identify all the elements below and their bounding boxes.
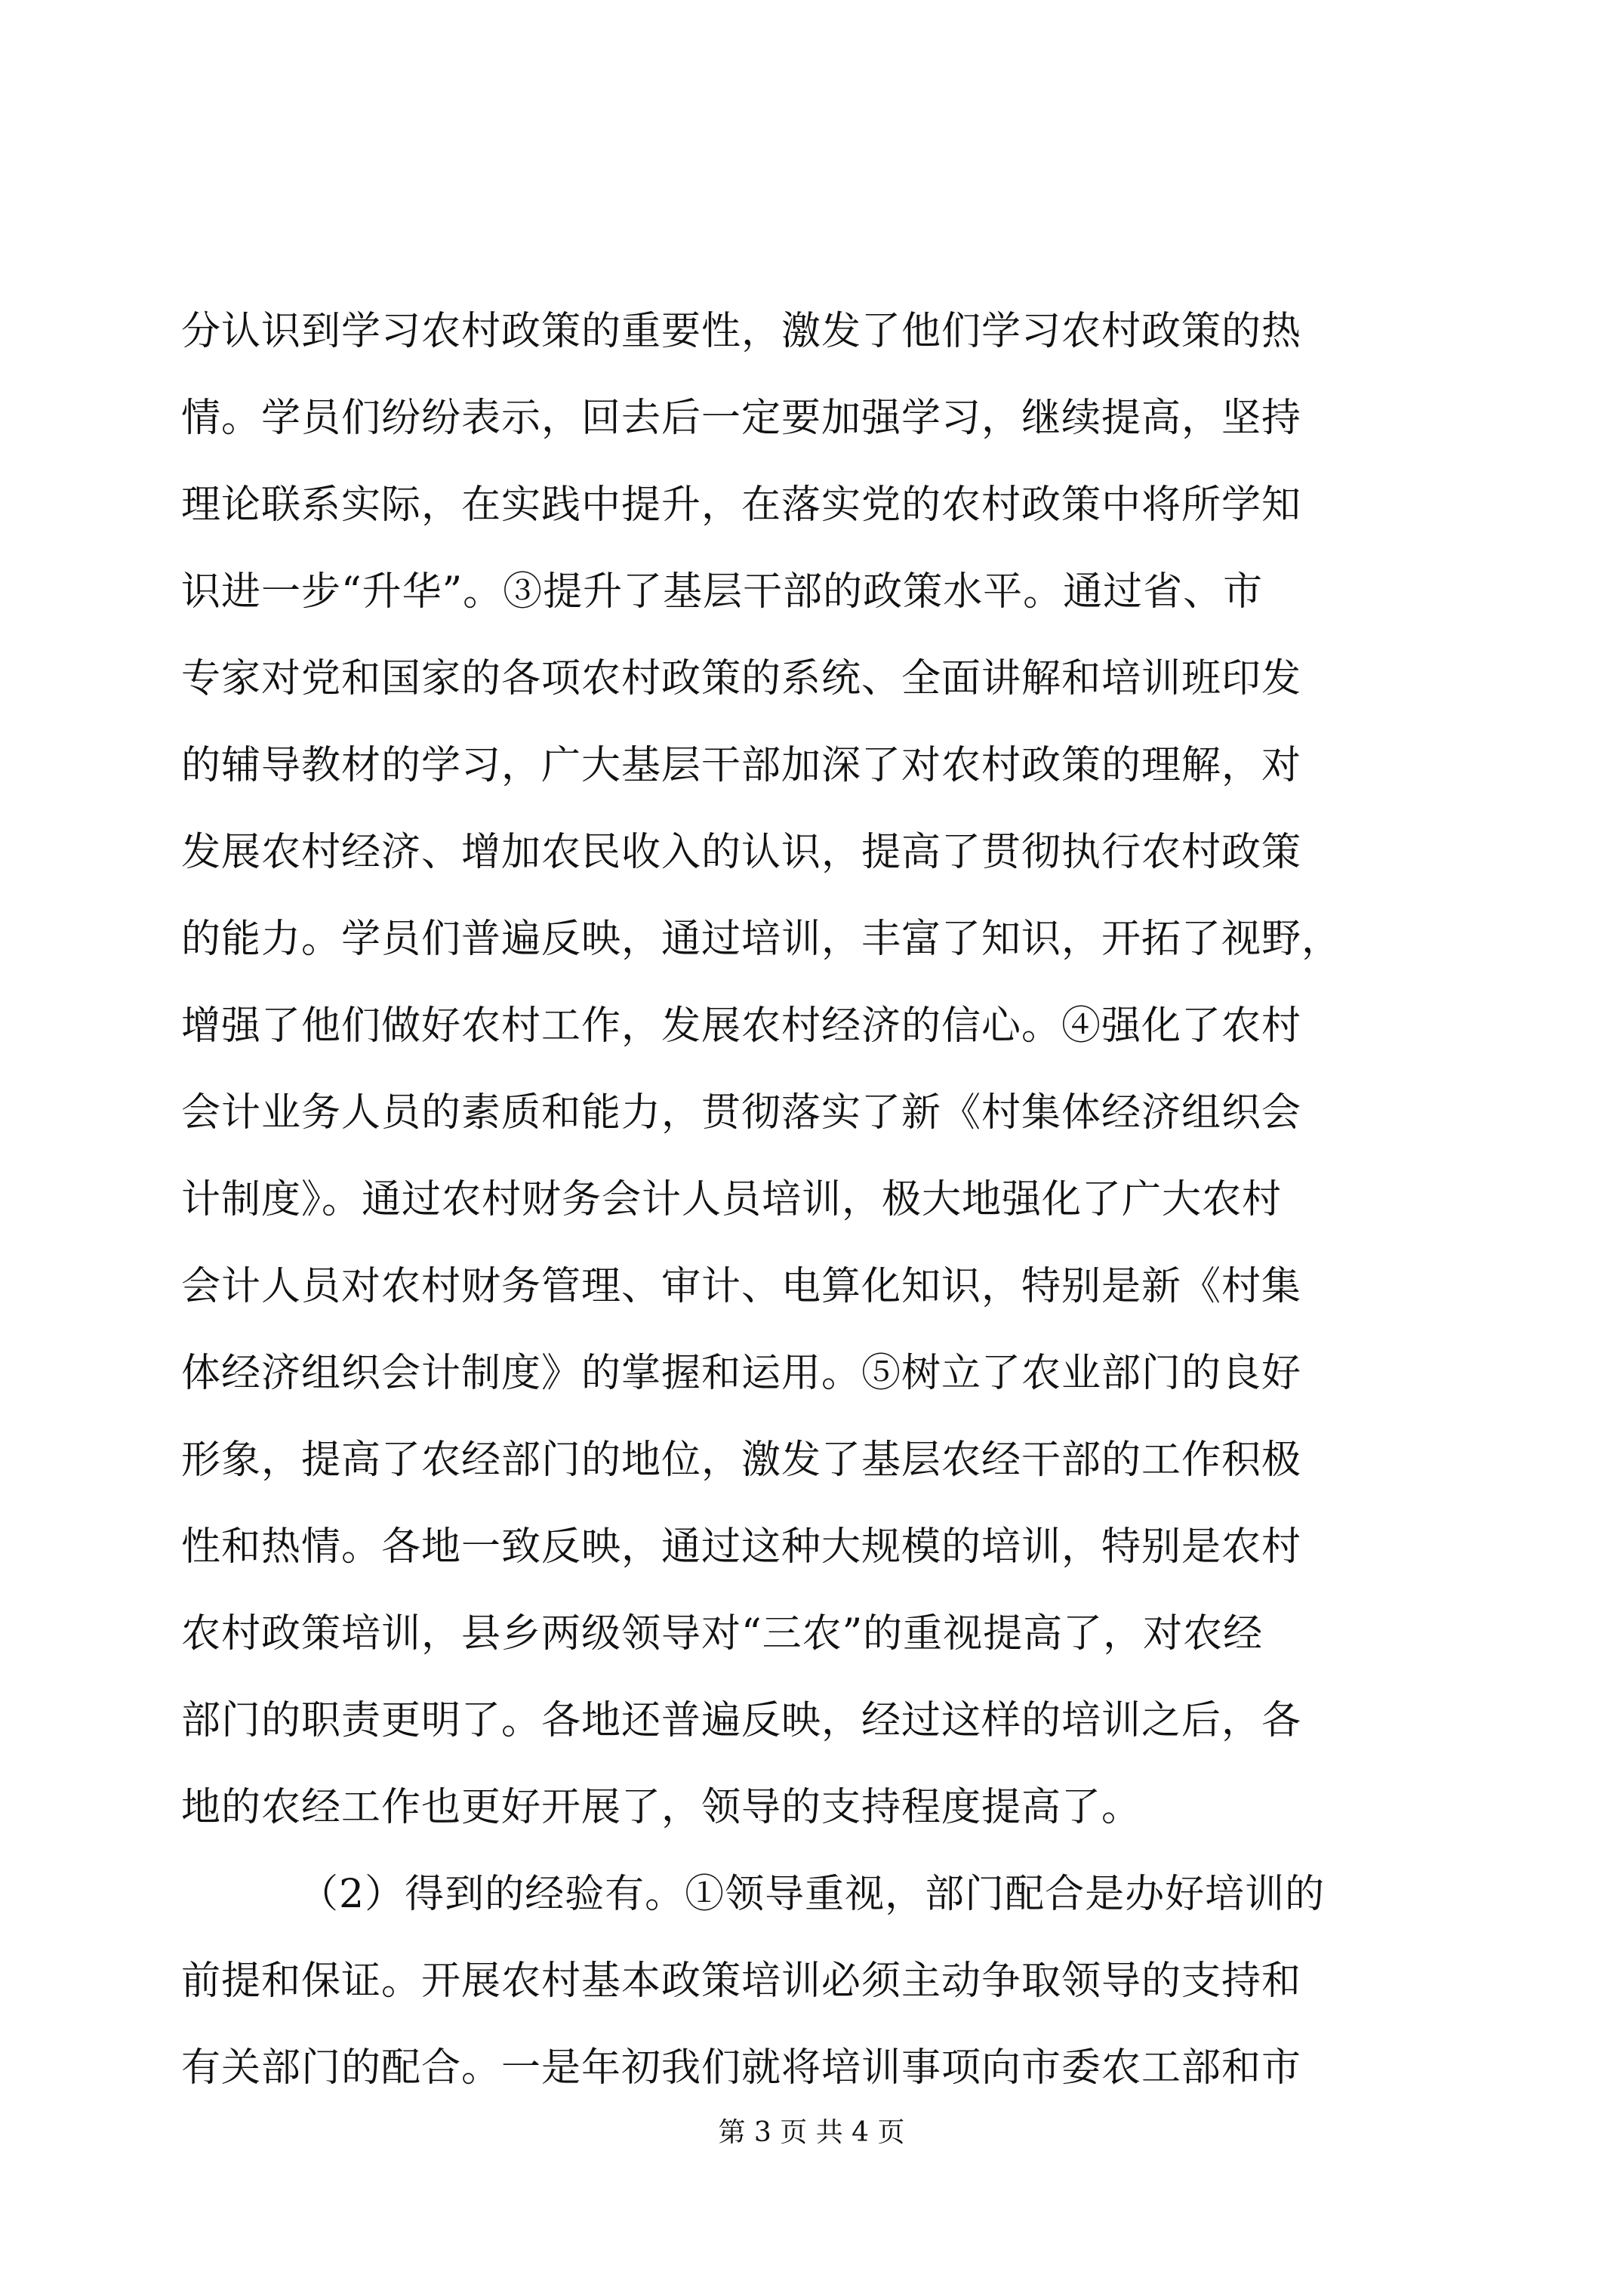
text-line: 的辅导教材的学习，广大基层干部加深了对农村政策的理解，对	[181, 743, 1302, 788]
text-line: 的能力。学员们普遍反映，通过培训，丰富了知识，开拓了视野，	[181, 917, 1342, 962]
text-line: 地的农经工作也更好开展了，领导的支持程度提高了。	[181, 1785, 1142, 1830]
text-line: 部门的职责更明了。各地还普遍反映，经过这样的培训之后，各	[181, 1698, 1302, 1743]
text-line: 识进一步“升华”。③提升了基层干部的政策水平。通过省、市	[181, 569, 1264, 615]
text-line: 会计人员对农村财务管理、审计、电算化知识，特别是新《村集	[181, 1264, 1302, 1309]
body-text	[181, 288, 1437, 2112]
text-line: 农村政策培训，县乡两级领导对“三农”的重视提高了，对农经	[181, 1611, 1264, 1657]
page-number-footer: 第 3 页 共 4 页	[718, 2117, 905, 2148]
text-line: 性和热情。各地一致反映，通过这种大规模的培训，特别是农村	[181, 1524, 1302, 1570]
text-line: 专家对党和国家的各项农村政策的系统、全面讲解和培训班印发	[181, 656, 1302, 701]
text-line: 前提和保证。开展农村基本政策培训必须主动争取领导的支持和	[181, 1959, 1302, 2004]
text-line: 理论联系实际，在实践中提升，在落实党的农村政策中将所学知	[181, 482, 1302, 528]
text-line: 增强了他们做好农村工作，发展农村经济的信心。④强化了农村	[181, 1003, 1302, 1049]
text-line: 情。学员们纷纷表示，回去后一定要加强学习，继续提高，坚持	[181, 396, 1302, 441]
text-line: 发展农村经济、增加农民收入的认识，提高了贯彻执行农村政策	[181, 830, 1302, 875]
text-line: 有关部门的配合。一是年初我们就将培训事项向市委农工部和市	[181, 2045, 1302, 2091]
text-line: 计制度》。通过农村财务会计人员培训，极大地强化了广大农村	[181, 1177, 1283, 1222]
text-line: 体经济组织会计制度》的掌握和运用。⑤树立了农业部门的良好	[181, 1351, 1302, 1396]
text-line: 会计业务人员的素质和能力，贯彻落实了新《村集体经济组织会	[181, 1090, 1302, 1136]
text-line: 形象，提高了农经部门的地位，激发了基层农经干部的工作积极	[181, 1438, 1302, 1483]
paragraph-start-line: （2）得到的经验有。①领导重视，部门配合是办好培训的	[299, 1872, 1326, 1917]
text-line: 分认识到学习农村政策的重要性，激发了他们学习农村政策的热	[181, 309, 1302, 354]
